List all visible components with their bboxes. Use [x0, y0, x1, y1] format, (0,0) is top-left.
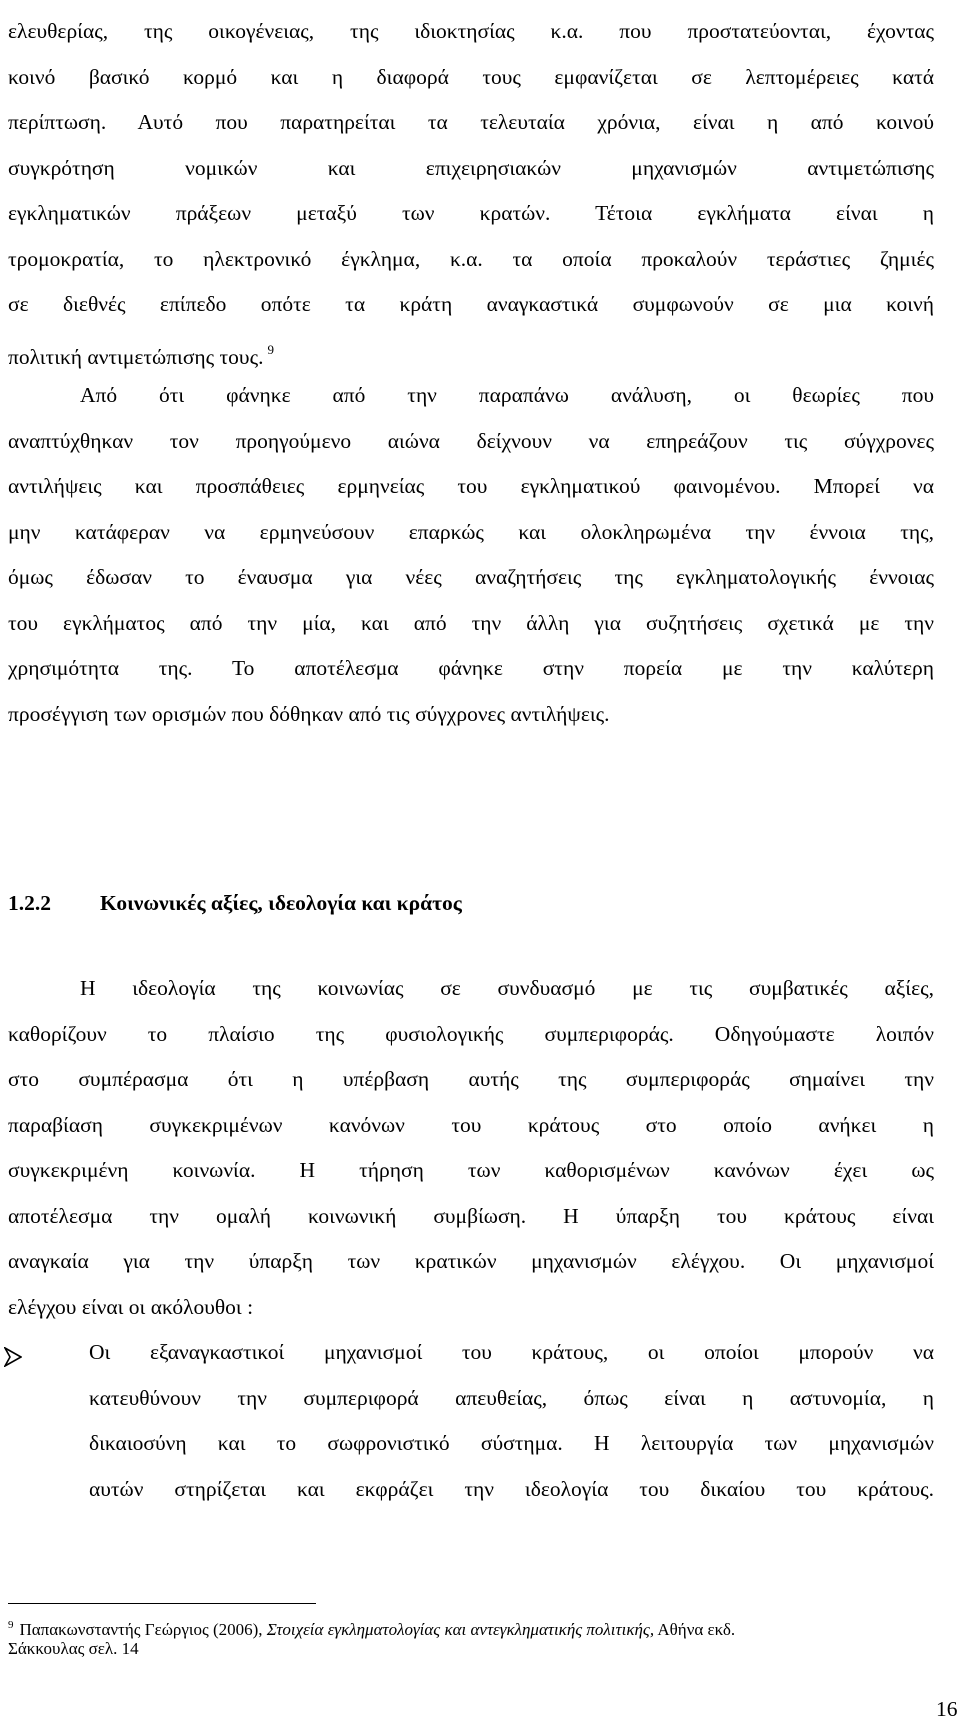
paragraph-3-line: ελέγχου είναι οι ακόλουθοι :	[8, 1295, 254, 1319]
bullet-item-line: κατευθύνουν την συμπεριφορά απευθείας, όπως είναι η αστυνομία, η	[89, 1386, 934, 1410]
paragraph-3-line: αποτέλεσμα την ομαλή κοινωνική συμβίωση. Η ύπαρξη του κράτους είναι	[8, 1204, 934, 1228]
paragraph-1-line: τρομοκρατία, το ηλεκτρονικό έγκλημα, κ.α. τα οποία προκαλούν τεράστιες ζημιές	[8, 247, 934, 271]
footnote-separator	[8, 1603, 316, 1604]
footnote-author: Παπακωνσταντής Γεώργιος (2006),	[19, 1620, 267, 1639]
paragraph-3-line: καθορίζουν το πλαίσιο της φυσιολογικής συμπεριφοράς. Οδηγούμαστε λοιπόν	[8, 1022, 934, 1046]
footnote-book-title: Στοιχεία εγκληματολογίας και αντεγκληματικής πολιτικής,	[266, 1620, 655, 1639]
paragraph-2-line: αναπτύχθηκαν τον προηγούμενο αιώνα δείχνουν να επηρεάζουν τις σύγχρονες	[8, 429, 934, 453]
paragraph-1-line: ελευθερίας, της οικογένειας, της ιδιοκτησίας κ.α. που προστατεύονται, έχοντας	[8, 19, 934, 43]
paragraph-3-line: συγκεκριμένη κοινωνία. Η τήρηση των καθορισμένων κανόνων έχει ως	[8, 1158, 934, 1182]
bullet-item-line: αυτών στηρίζεται και εκφράζει την ιδεολογία του δικαίου του κράτους.	[89, 1477, 934, 1501]
footnote-reference[interactable]: 9	[267, 342, 274, 357]
paragraph-2-line: προσέγγιση των ορισμών που δόθηκαν από τις σύγχρονες αντιλήψεις.	[8, 702, 610, 726]
paragraph-2-line: μην κατάφεραν να ερμηνεύσουν επαρκώς και ολοκληρωμένα την έννοια της,	[8, 520, 934, 544]
paragraph-1-line: περίπτωση. Αυτό που παρατηρείται τα τελευταία χρόνια, είναι η από κοινού	[8, 110, 934, 134]
paragraph-1-line: συγκρότηση νομικών και επιχειρησιακών μηχανισμών αντιμετώπισης	[8, 156, 934, 180]
page-number: 16	[936, 1697, 958, 1721]
paragraph-2-line: αντιλήψεις και προσπάθειες ερμηνείας του εγκληματικού φαινομένου. Μπορεί να	[8, 474, 934, 498]
paragraph-1-line: σε διεθνές επίπεδο οπότε τα κράτη αναγκαστικά συμφωνούν σε μια κοινή	[8, 292, 934, 316]
paragraph-3-line: Η ιδεολογία της κοινωνίας σε συνδυασμό με τις συμβατικές αξίες,	[80, 976, 934, 1000]
section-number: 1.2.2	[8, 891, 51, 915]
paragraph-1-line: εγκληματικών πράξεων μεταξύ των κρατών. Τέτοια εγκλήματα είναι η	[8, 201, 934, 225]
footnote	[8, 1614, 735, 1641]
footnote-number: 9	[8, 1619, 14, 1631]
arrow-bullet-icon	[4, 1347, 18, 1367]
paragraph-2-line: χρησιμότητα της. Το αποτέλεσμα φάνηκε στην πορεία με την καλύτερη	[8, 656, 934, 680]
section-title: Κοινωνικές αξίες, ιδεολογία και κράτος	[100, 891, 462, 915]
paragraph-3-line: αναγκαία για την ύπαρξη των κρατικών μηχανισμών ελέγχου. Οι μηχανισμοί	[8, 1249, 934, 1273]
section-heading	[8, 891, 462, 916]
paragraph-1-line: πολιτική αντιμετώπισης τους.	[8, 345, 264, 369]
footnote-line-2: Σάκκουλας σελ. 14	[8, 1639, 139, 1658]
bullet-item-line: δικαιοσύνη και το σωφρονιστικό σύστημα. Η λειτουργία των μηχανισμών	[89, 1431, 934, 1455]
bullet-item-line: Οι εξαναγκαστικοί μηχανισμοί του κράτους, οι οποίοι μπορούν να	[89, 1340, 934, 1364]
paragraph-2-line: όμως έδωσαν το έναυσμα για νέες αναζητήσεις της εγκληματολογικής έννοιας	[8, 565, 934, 589]
paragraph-2-line: του εγκλήματος από την μία, και από την άλλη για συζητήσεις σχετικά με την	[8, 611, 934, 635]
paragraph-2-line: Από ότι φάνηκε από την παραπάνω ανάλυση, οι θεωρίες που	[80, 383, 934, 407]
paragraph-3-line: στο συμπέρασμα ότι η υπέρβαση αυτής της συμπεριφοράς σημαίνει την	[8, 1067, 934, 1091]
footnote-publisher: Αθήνα εκδ.	[654, 1620, 736, 1639]
paragraph-1-last-line	[8, 336, 934, 371]
paragraph-3-line: παραβίαση συγκεκριμένων κανόνων του κράτους στο οποίο ανήκει η	[8, 1113, 934, 1137]
paragraph-1-line: κοινό βασικό κορμό και η διαφορά τους εμφανίζεται σε λεπτομέρειες κατά	[8, 65, 934, 89]
